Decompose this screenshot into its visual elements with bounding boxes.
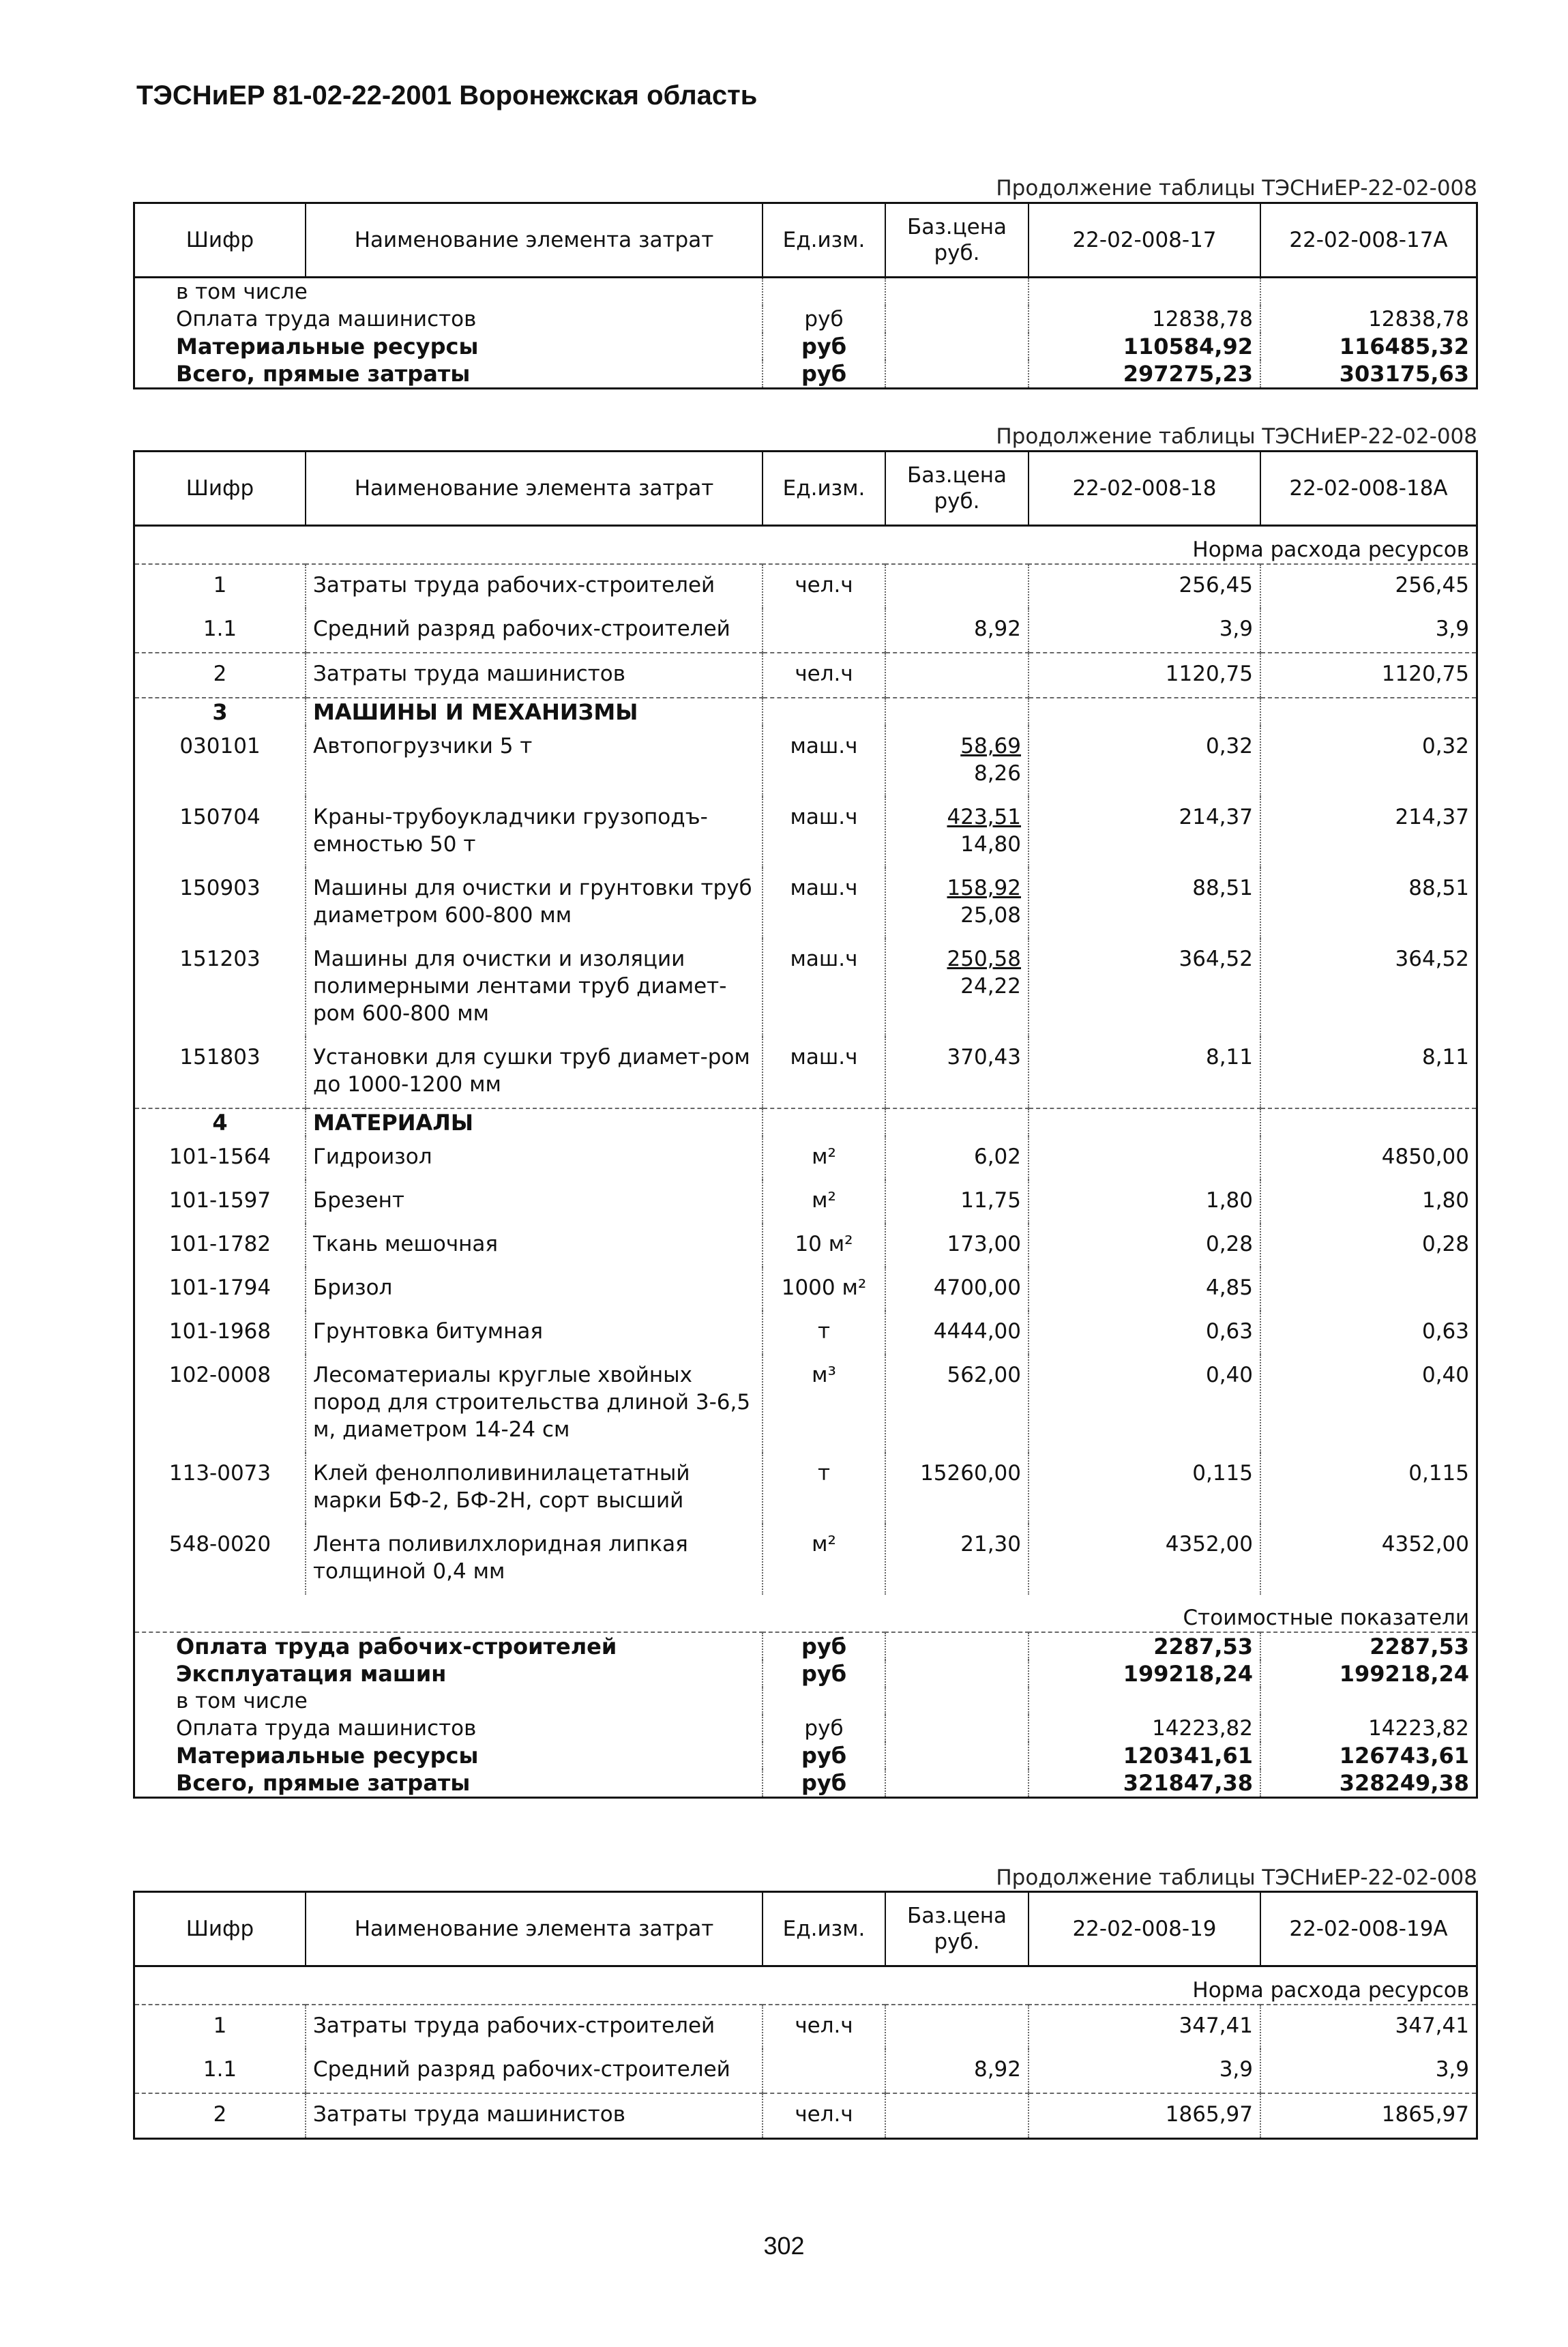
- summary-value-a: [1029, 278, 1260, 306]
- empty-cell: [885, 1769, 1029, 1797]
- section1-header-row: [135, 204, 1476, 278]
- table-row: [135, 1267, 1476, 1311]
- summary-row: [135, 333, 1476, 360]
- row-name: Ткань мешочная: [306, 1224, 763, 1267]
- summary-name: Эксплуатация машин: [176, 1661, 447, 1687]
- table-row: [135, 1037, 1476, 1108]
- section2-header-row: [135, 452, 1476, 526]
- col-code-a-header: 22-02-008-19: [1029, 1893, 1260, 1966]
- summary-row: [135, 1687, 1476, 1715]
- summary-value-b: [1260, 1687, 1476, 1715]
- summary-value-b: [1260, 278, 1476, 306]
- row-unit: т: [763, 1453, 885, 1524]
- row-price: 562,00: [885, 1355, 1029, 1453]
- row-code: 1: [213, 573, 227, 597]
- row-name: Клей фенолполивинилацетатный марки БФ-2, БФ-2Н, сорт высший: [306, 1453, 763, 1524]
- row-value-a: 4352,00: [1029, 1524, 1260, 1595]
- group-name: МАТЕРИАЛЫ: [306, 1108, 763, 1136]
- summary-value-a: [1029, 1687, 1260, 1715]
- section2-body: [135, 526, 1476, 1797]
- row-value-b: 88,51: [1260, 868, 1476, 939]
- row-value-b: [1260, 1267, 1476, 1311]
- row-value-a: 347,41: [1029, 2005, 1260, 2049]
- table-row: [135, 564, 1476, 608]
- row-price: [885, 797, 1029, 868]
- summary-unit: руб: [763, 1742, 885, 1769]
- row-price: 6,02: [885, 1136, 1029, 1180]
- row-price-value: 423,51: [947, 805, 1021, 829]
- row-unit: маш.ч: [763, 797, 885, 868]
- summary-value-b: 2287,53: [1260, 1632, 1476, 1660]
- row-name: Автопогрузчики 5 т: [306, 726, 763, 797]
- table-row: [135, 797, 1476, 868]
- norm-label: Норма расхода ресурсов: [135, 1966, 1476, 2005]
- row-code: 113-0073: [168, 1461, 271, 1486]
- section1-body: [135, 278, 1476, 388]
- table-row: [135, 1355, 1476, 1453]
- row-value-a: 214,37: [1029, 797, 1260, 868]
- row-price-value: 158,92: [947, 876, 1021, 900]
- summary-value-a: 14223,82: [1029, 1715, 1260, 1742]
- table-row: [135, 608, 1476, 653]
- row-value-a: 0,28: [1029, 1224, 1260, 1267]
- row-value-b: 4850,00: [1260, 1136, 1476, 1180]
- row-name: Средний разряд рабочих-строителей: [306, 2049, 763, 2093]
- empty-cell: [1029, 1108, 1260, 1136]
- row-name: Краны-трубоукладчики грузоподъ-емностью 50 т: [306, 797, 763, 868]
- group-code: 4: [135, 1108, 306, 1136]
- row-name: Лесоматериалы круглые хвойных пород для строительства длиной 3-6,5 м, диаметром 14-24 см: [306, 1355, 763, 1453]
- row-name: Установки для сушки труб диамет-ром до 1000-1200 мм: [306, 1037, 763, 1108]
- empty-cell: [885, 1108, 1029, 1136]
- row-value-b: 4352,00: [1260, 1524, 1476, 1595]
- row-price: 8,92: [885, 2049, 1029, 2093]
- summary-value-a: 120341,61: [1029, 1742, 1260, 1769]
- row-value-b: 256,45: [1260, 564, 1476, 608]
- summary-value-b: 12838,78: [1260, 306, 1476, 333]
- group-row: [135, 698, 1476, 726]
- table-row: [135, 1136, 1476, 1180]
- empty-cell: [885, 306, 1029, 333]
- row-name: Лента поливилхлоридная липкая толщиной 0,4 мм: [306, 1524, 763, 1595]
- norm-header-row: [135, 526, 1476, 565]
- summary-unit: руб: [763, 306, 885, 333]
- summary-value-a: 2287,53: [1029, 1632, 1260, 1660]
- row-value-a: 4,85: [1029, 1267, 1260, 1311]
- summary-row: [135, 1742, 1476, 1769]
- summary-value-b: 14223,82: [1260, 1715, 1476, 1742]
- summary-row: [135, 1769, 1476, 1797]
- row-price-value: 58,69: [960, 734, 1021, 758]
- row-unit: [763, 2049, 885, 2093]
- empty-cell: [885, 1687, 1029, 1715]
- row-unit: чел.ч: [763, 2005, 885, 2049]
- row-value-b: 364,52: [1260, 939, 1476, 1037]
- row-price: [885, 2005, 1029, 2049]
- row-unit: чел.ч: [763, 564, 885, 608]
- row-name: Затраты труда машинистов: [306, 653, 763, 698]
- summary-name: Оплата труда машинистов: [176, 307, 477, 331]
- row-value-a: 1865,97: [1029, 2093, 1260, 2138]
- table-row: [135, 2005, 1476, 2049]
- table-row: [135, 939, 1476, 1037]
- summary-row: [135, 360, 1476, 387]
- section1-caption: Продолжение таблицы ТЭСНиЕР-22-02-008: [996, 176, 1477, 201]
- row-name: Затраты труда рабочих-строителей: [306, 2005, 763, 2049]
- summary-value-b: 199218,24: [1260, 1660, 1476, 1687]
- summary-value-b: 126743,61: [1260, 1742, 1476, 1769]
- row-name: Затраты труда машинистов: [306, 2093, 763, 2138]
- row-price: 4444,00: [885, 1311, 1029, 1355]
- row-unit: м²: [763, 1180, 885, 1224]
- row-price: 173,00: [885, 1224, 1029, 1267]
- summary-unit: руб: [763, 1769, 885, 1797]
- table-row: [135, 653, 1476, 698]
- empty-cell: [1029, 698, 1260, 726]
- summary-unit: руб: [763, 1660, 885, 1687]
- col-code-header: Шифр: [135, 452, 306, 526]
- row-price-secondary: 14,80: [960, 832, 1021, 857]
- col-name-header: Наименование элемента затрат: [306, 1893, 763, 1966]
- row-unit: м²: [763, 1136, 885, 1180]
- col-name-header: Наименование элемента затрат: [306, 204, 763, 278]
- col-name-header: Наименование элемента затрат: [306, 452, 763, 526]
- row-price-secondary: 25,08: [960, 903, 1021, 928]
- col-unit-header: Ед.изм.: [763, 204, 885, 278]
- col-code-a-header: 22-02-008-18: [1029, 452, 1260, 526]
- section2-table: [133, 450, 1478, 1799]
- empty-cell: [885, 278, 1029, 306]
- norm-label: Норма расхода ресурсов: [135, 526, 1476, 565]
- col-price-header: Баз.цена руб.: [885, 1893, 1029, 1966]
- row-price: 8,92: [885, 608, 1029, 653]
- col-unit-header: Ед.изм.: [763, 1893, 885, 1966]
- row-code: 1.1: [203, 2057, 237, 2082]
- empty-cell: [885, 360, 1029, 387]
- row-value-b: 3,9: [1260, 608, 1476, 653]
- row-value-b: 0,115: [1260, 1453, 1476, 1524]
- row-unit: маш.ч: [763, 868, 885, 939]
- row-code: 150704: [179, 805, 261, 829]
- row-value-a: 1,80: [1029, 1180, 1260, 1224]
- row-code: 101-1564: [168, 1145, 271, 1169]
- empty-cell: [1260, 698, 1476, 726]
- section1-table: [133, 202, 1478, 389]
- row-code: 2: [135, 2093, 306, 2138]
- row-unit: т: [763, 1311, 885, 1355]
- row-value-a: 0,115: [1029, 1453, 1260, 1524]
- table-row: [135, 868, 1476, 939]
- group-row: [135, 1108, 1476, 1136]
- col-code-header: Шифр: [135, 1893, 306, 1966]
- row-unit: чел.ч: [763, 2093, 885, 2138]
- table-row: [135, 1224, 1476, 1267]
- summary-value-b: 303175,63: [1260, 360, 1476, 387]
- empty-cell: [1260, 1108, 1476, 1136]
- row-name: Брезент: [306, 1180, 763, 1224]
- row-value-a: 3,9: [1029, 2049, 1260, 2093]
- row-value-a: 0,63: [1029, 1311, 1260, 1355]
- row-unit: 10 м²: [763, 1224, 885, 1267]
- row-value-b: 1,80: [1260, 1180, 1476, 1224]
- row-value-b: 1865,97: [1260, 2093, 1476, 2138]
- summary-name: в том числе: [176, 1689, 308, 1713]
- summary-row: [135, 278, 1476, 306]
- summary-row: [135, 1715, 1476, 1742]
- row-code: 101-1968: [168, 1319, 271, 1344]
- row-code: 151203: [179, 947, 261, 971]
- row-value-b: 0,32: [1260, 726, 1476, 797]
- row-value-a: 256,45: [1029, 564, 1260, 608]
- document-header: ТЭСНиЕР 81-02-22-2001 Воронежская область: [136, 80, 758, 110]
- row-price: [885, 2093, 1029, 2138]
- row-value-a: 1120,75: [1029, 653, 1260, 698]
- row-value-b: 0,40: [1260, 1355, 1476, 1453]
- row-price: 4700,00: [885, 1267, 1029, 1311]
- table-row: [135, 2049, 1476, 2093]
- row-value-a: [1029, 1136, 1260, 1180]
- summary-unit: [763, 1687, 885, 1715]
- row-unit: чел.ч: [763, 653, 885, 698]
- row-price: [885, 564, 1029, 608]
- table-row: [135, 1311, 1476, 1355]
- row-value-b: 347,41: [1260, 2005, 1476, 2049]
- section3-header-row: [135, 1893, 1476, 1966]
- summary-unit: [763, 278, 885, 306]
- section3-table: [133, 1891, 1478, 2140]
- row-value-a: 3,9: [1029, 608, 1260, 653]
- section3-body: [135, 1966, 1476, 2138]
- empty-cell: [885, 1660, 1029, 1687]
- row-price: [885, 939, 1029, 1037]
- summary-name: Оплата труда машинистов: [176, 1716, 477, 1741]
- norm-header-row: [135, 1966, 1476, 2005]
- row-value-b: 0,63: [1260, 1311, 1476, 1355]
- empty-cell: [885, 698, 1029, 726]
- summary-name: Оплата труда рабочих-строителей: [176, 1634, 617, 1659]
- col-unit-header: Ед.изм.: [763, 452, 885, 526]
- row-name: Средний разряд рабочих-строителей: [306, 608, 763, 653]
- summary-name: Всего, прямые затраты: [176, 1770, 471, 1796]
- row-code: 101-1597: [168, 1188, 271, 1213]
- group-code: 3: [135, 698, 306, 726]
- row-value-a: 88,51: [1029, 868, 1260, 939]
- row-price: 15260,00: [885, 1453, 1029, 1524]
- summary-name: Материальные ресурсы: [176, 1743, 479, 1769]
- table-row: [135, 2093, 1476, 2138]
- row-price: [885, 868, 1029, 939]
- summary-value-a: 297275,23: [1029, 360, 1260, 387]
- page-number: 302: [763, 2232, 805, 2260]
- row-name: Грунтовка битумная: [306, 1311, 763, 1355]
- empty-cell: [763, 698, 885, 726]
- row-price-secondary: 8,26: [973, 761, 1021, 786]
- row-price: [885, 653, 1029, 698]
- summary-row: [135, 1660, 1476, 1687]
- empty-cell: [885, 333, 1029, 360]
- row-code: 548-0020: [168, 1532, 271, 1556]
- summary-unit: руб: [763, 1715, 885, 1742]
- summary-name: Всего, прямые затраты: [176, 361, 471, 387]
- row-code: 030101: [179, 734, 261, 758]
- row-code: 1.1: [203, 617, 237, 641]
- row-code: 150903: [179, 876, 261, 900]
- row-value-a: 8,11: [1029, 1037, 1260, 1108]
- empty-cell: [885, 1632, 1029, 1660]
- row-unit: [763, 608, 885, 653]
- row-code: 151803: [179, 1045, 261, 1069]
- summary-row: [135, 306, 1476, 333]
- row-value-a: 0,40: [1029, 1355, 1260, 1453]
- row-code: 102-0008: [168, 1363, 271, 1387]
- empty-cell: [763, 1108, 885, 1136]
- row-code: 2: [135, 653, 306, 698]
- summary-value-b: 328249,38: [1260, 1769, 1476, 1797]
- row-price: 370,43: [885, 1037, 1029, 1108]
- row-code: 1: [213, 2013, 227, 2038]
- row-unit: маш.ч: [763, 726, 885, 797]
- summary-value-b: 116485,32: [1260, 333, 1476, 360]
- row-value-b: 214,37: [1260, 797, 1476, 868]
- summary-name: Материальные ресурсы: [176, 334, 479, 359]
- summary-unit: руб: [763, 1632, 885, 1660]
- summary-unit: руб: [763, 360, 885, 387]
- row-name: Машины для очистки и изоляции полимерными лентами труб диамет-ром 600-800 мм: [306, 939, 763, 1037]
- row-value-b: 3,9: [1260, 2049, 1476, 2093]
- row-code: 101-1794: [168, 1275, 271, 1300]
- summary-unit: руб: [763, 333, 885, 360]
- col-price-header: Баз.цена руб.: [885, 452, 1029, 526]
- summary-value-a: 199218,24: [1029, 1660, 1260, 1687]
- row-unit: маш.ч: [763, 939, 885, 1037]
- table-row: [135, 726, 1476, 797]
- row-name: Затраты труда рабочих-строителей: [306, 564, 763, 608]
- group-name: МАШИНЫ И МЕХАНИЗМЫ: [306, 698, 763, 726]
- row-price: 21,30: [885, 1524, 1029, 1595]
- empty-cell: [885, 1742, 1029, 1769]
- col-code-b-header: 22-02-008-18А: [1260, 452, 1476, 526]
- summary-value-a: 321847,38: [1029, 1769, 1260, 1797]
- row-price-secondary: 24,22: [960, 974, 1021, 999]
- row-unit: маш.ч: [763, 1037, 885, 1108]
- row-price-value: 250,58: [947, 947, 1021, 971]
- row-name: Машины для очистки и грунтовки труб диаметром 600-800 мм: [306, 868, 763, 939]
- table-row: [135, 1180, 1476, 1224]
- norm-header-row: [135, 1595, 1476, 1632]
- row-unit: м²: [763, 1524, 885, 1595]
- summary-value-a: 110584,92: [1029, 333, 1260, 360]
- col-code-b-header: 22-02-008-17А: [1260, 204, 1476, 278]
- summary-value-a: 12838,78: [1029, 306, 1260, 333]
- table-row: [135, 1524, 1476, 1595]
- row-unit: м³: [763, 1355, 885, 1453]
- row-price: 11,75: [885, 1180, 1029, 1224]
- row-value-a: 364,52: [1029, 939, 1260, 1037]
- section3-caption: Продолжение таблицы ТЭСНиЕР-22-02-008: [996, 1865, 1477, 1890]
- col-price-header: Баз.цена руб.: [885, 204, 1029, 278]
- summary-row: [135, 1632, 1476, 1660]
- row-name: Гидроизол: [306, 1136, 763, 1180]
- row-value-b: 8,11: [1260, 1037, 1476, 1108]
- row-code: 101-1782: [168, 1232, 271, 1256]
- section2-caption: Продолжение таблицы ТЭСНиЕР-22-02-008: [996, 424, 1477, 449]
- row-value-b: 1120,75: [1260, 653, 1476, 698]
- summary-name: в том числе: [176, 280, 308, 304]
- row-value-b: 0,28: [1260, 1224, 1476, 1267]
- col-code-header: Шифр: [135, 204, 306, 278]
- col-code-b-header: 22-02-008-19А: [1260, 1893, 1476, 1966]
- row-unit: 1000 м²: [763, 1267, 885, 1311]
- row-name: Бризол: [306, 1267, 763, 1311]
- norm-label: Стоимостные показатели: [135, 1595, 1476, 1632]
- table-row: [135, 1453, 1476, 1524]
- col-code-a-header: 22-02-008-17: [1029, 204, 1260, 278]
- empty-cell: [885, 1715, 1029, 1742]
- row-price: [885, 726, 1029, 797]
- row-value-a: 0,32: [1029, 726, 1260, 797]
